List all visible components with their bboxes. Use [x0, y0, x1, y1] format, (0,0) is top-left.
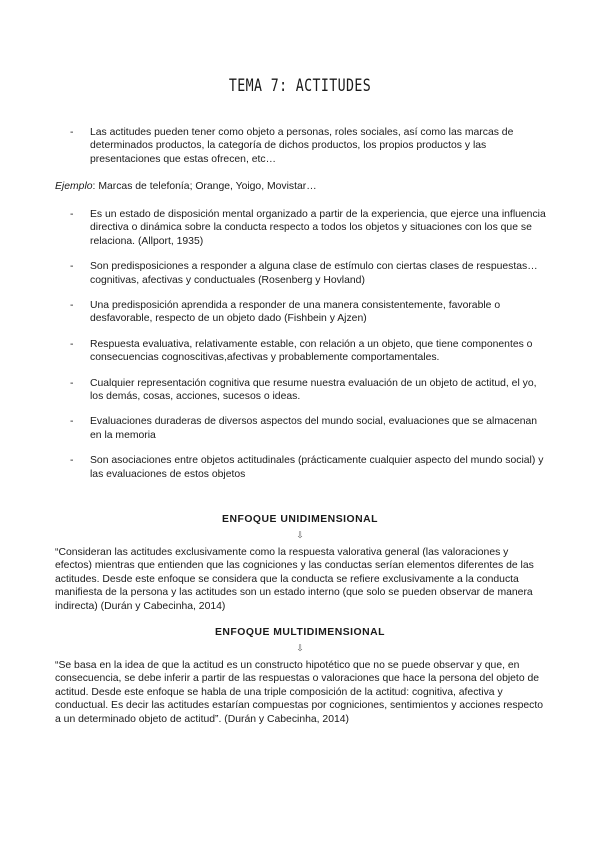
section-heading-unidimensional: ENFOQUE UNIDIMENSIONAL — [222, 514, 378, 525]
bullet-dash: - — [70, 338, 74, 350]
list-item — [70, 454, 548, 481]
list-item-text: Las actitudes pueden tener como objeto a personas, roles sociales, así como las marcas de determinados productos, la categoría de dichos productos, los propios productos y las presentaciones que estas ofrecen, etc… — [90, 127, 514, 165]
list-item-text: Respuesta evaluativa, relativamente estable, con relación a un objeto, que tiene componentes o consecuencias cognoscitivas,afectivas y probablemente comportamentales. — [90, 338, 533, 364]
bullet-dash: - — [70, 416, 74, 428]
bullet-dash: - — [70, 127, 74, 138]
down-arrow-icon: ⇩ — [296, 530, 304, 540]
bullet-dash: - — [70, 455, 74, 467]
list-item — [70, 208, 548, 248]
page-title: TEMA 7: ACTITUDES — [228, 76, 372, 96]
list-item-text: Evaluaciones duraderas de diversos aspectos del mundo social, evaluaciones que se almacenan en la memoria — [90, 416, 538, 441]
list-item-text: Una predisposición aprendida a responder de una manera consistentemente, favorable o desfavorable, respecto de un objeto dado (Fishbein y Ajzen) — [90, 300, 501, 325]
list-item — [70, 126, 548, 166]
list-item — [70, 415, 548, 442]
list-item-text: Cualquier representación cognitiva que resume nuestra evaluación de un objeto de actitud, el yo, los demás, cosas, acciones, sucesos o ideas. — [90, 377, 537, 403]
section-heading-multidimensional: ENFOQUE MULTIDIMENSIONAL — [215, 627, 385, 638]
example-text: : Marcas de telefonía; Orange, Yoigo, Movistar… — [92, 181, 317, 192]
example-line — [55, 181, 317, 192]
list-item-text: Son asociaciones entre objetos actitudinales (prácticamente cualquier aspecto del mundo social) y las evaluaciones de estos objetos — [90, 455, 544, 480]
example-label: Ejemplo — [55, 181, 93, 192]
bullet-dash: - — [70, 261, 74, 273]
paragraph-unidimensional: “Consideran las actitudes exclusivamente como la respuesta valorativa general (las valoraciones y efectos) mientras que entienden que las cogniciones y las conductas serían elementos diferentes de las actitudes. Desde este enfoque se considera que la conducta se refiere exclusivamente a la conducta manifiesta de la persona y las actitudes son un estado interno (que solo se pueden observar de manera indirecta) (Durán y Cabecinha, 2014) — [55, 547, 534, 612]
bullet-dash: - — [70, 377, 74, 389]
intro-list — [70, 126, 548, 178]
list-item — [70, 299, 548, 326]
bullet-dash: - — [70, 209, 74, 220]
list-item-text: Son predisposiciones a responder a alguna clase de estímulo con ciertas clases de respuestas… cognitivas, afectivas y conductuales (Rosenberg y Hovland) — [90, 261, 538, 286]
down-arrow-icon: ⇩ — [296, 643, 304, 653]
list-item-text: Es un estado de disposición mental organizado a partir de la experiencia, que ejerce una influencia directiva o dinámica sobre la conducta respecto a todos los objetos y situaciones con los que se relaciona. (Allport, 1935) — [90, 209, 546, 247]
bullet-dash: - — [70, 300, 74, 312]
list-item — [70, 377, 548, 404]
paragraph-multidimensional: “Se basa en la idea de que la actitud es un constructo hipotético que no se puede observar y que, en consecuencia, se debe inferir a partir de las respuestas o valoraciones que hace la persona del objeto de actitud. Desde este enfoque se habla de una triple composición de la actitud: cognitiva, afectiva y conductual. Es decir las actitudes estarían compuestas por cogniciones, sentimientos y acciones respecto a un determinado objeto de actitud”. (Durán y Cabecinha, 2014) — [55, 660, 544, 725]
list-item — [70, 338, 548, 365]
definitions-list — [70, 208, 548, 493]
list-item — [70, 260, 548, 287]
